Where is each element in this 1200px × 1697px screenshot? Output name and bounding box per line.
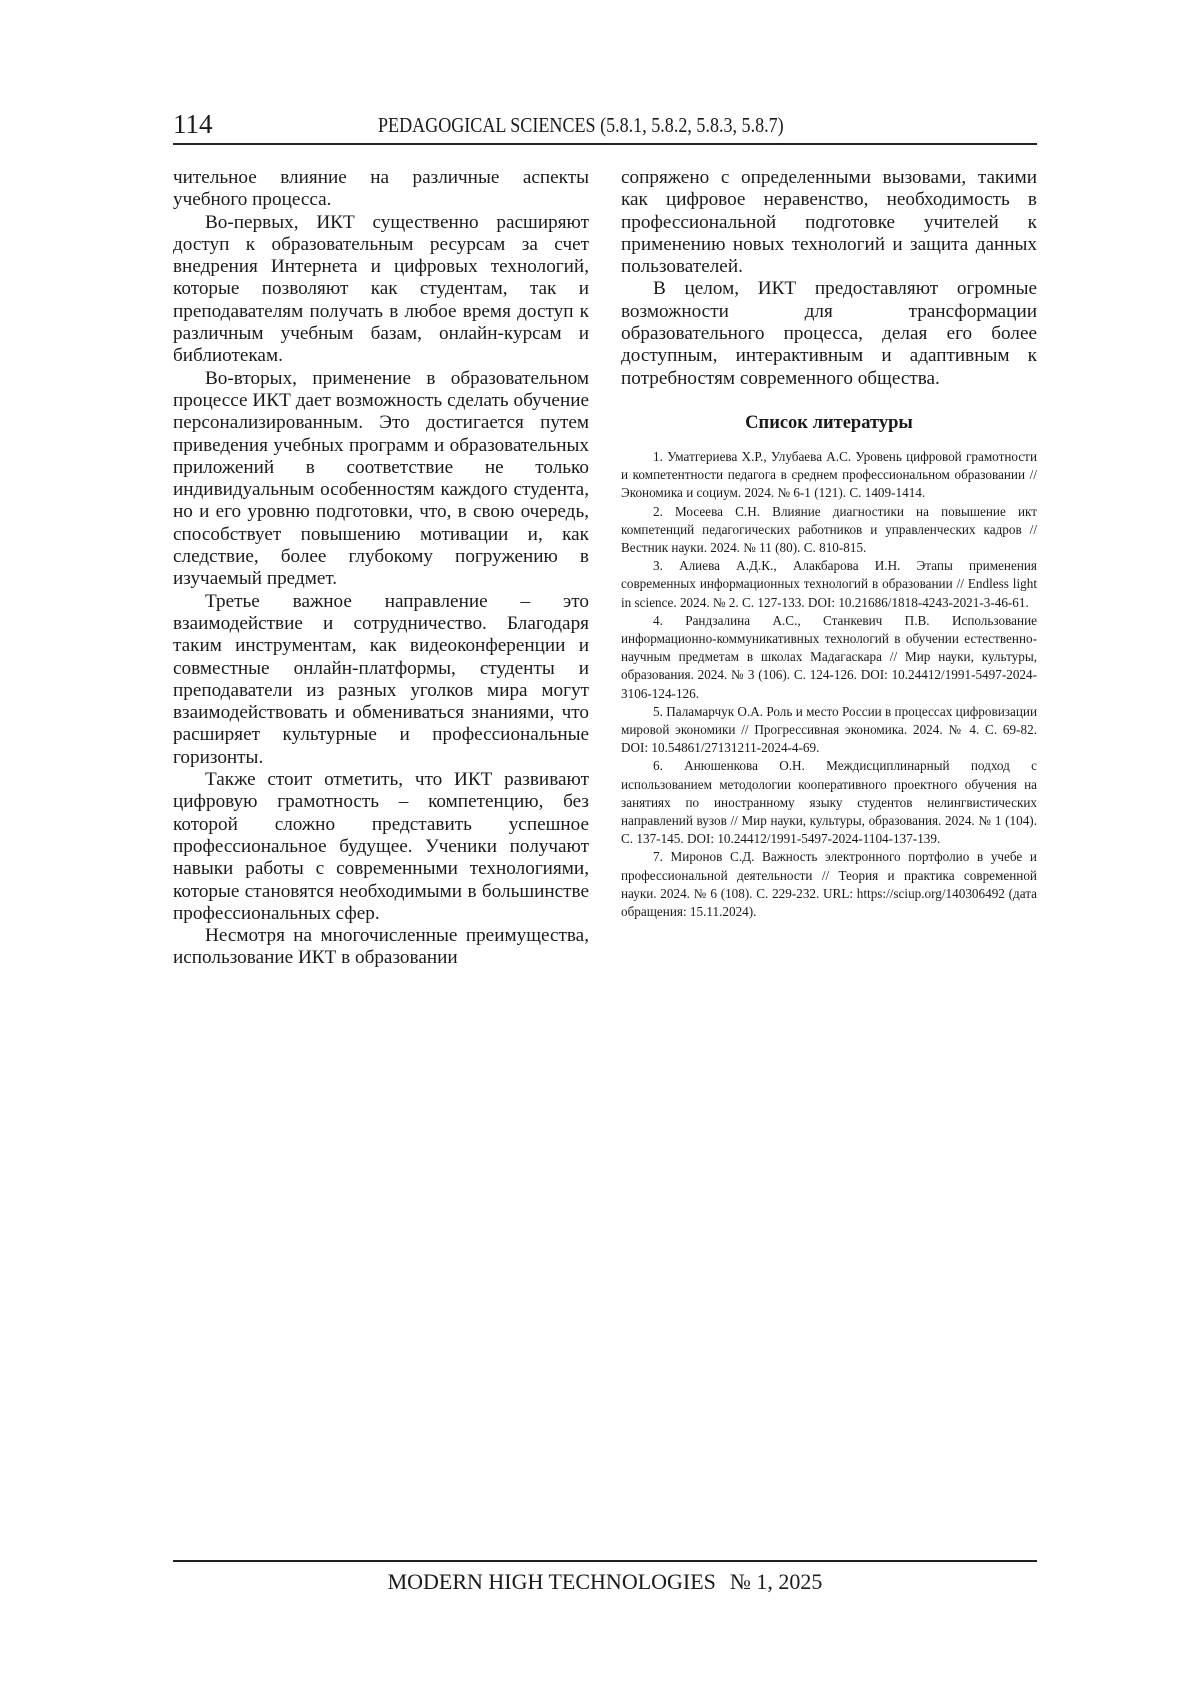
references-heading: Список литературы (745, 412, 913, 433)
reference-item: 5. Паламарчук О.А. Роль и место России в процессах цифровизации мировой экономики // Прогрессивная экономика. 2024. № 4. С. 69-82. DOI: 10.54861/27131211-2024-4-69. (621, 703, 1037, 756)
body-paragraph: Во-первых, ИКТ существенно расширяют доступ к образовательным ресурсам за счет внедрения Интернета и цифровых технологий, которые позволяют как студентам, так и преподавателям получать в любое время доступ к различным учебным базам, онлайн-курсам и библиотекам. (173, 211, 589, 367)
body-paragraph: Также стоит отметить, что ИКТ развивают цифровую грамотность – компетенцию, без которой сложно представить успешное профессиональное будущее. Ученики получают навыки работы с современными технологиями, которые становятся необходимыми в большинстве профессиональных сфер. (173, 769, 589, 924)
reference-item: 4. Рандзалина А.С., Станкевич П.В. Использование информационно-коммуникативных технологий в обучении естественно-научным предметам в школах Мадагаскара // Мир науки, культуры, образования. 2024. № 3 (106). С. 124-126. DOI: 10.24412/1991-5497-2024-3106-124-126. (621, 612, 1037, 701)
journal-section-title: PEDAGOGICAL SCIENCES (5.8.1, 5.8.2, 5.8.3, 5.8.7) (378, 113, 784, 137)
body-paragraph: В целом, ИКТ предоставляют огромные возможности для трансформации образовательного процесса, делая его более доступным, интерактивным и адаптивным к потребностям современного общества. (621, 278, 1037, 389)
reference-item: 6. Анюшенкова О.Н. Междисциплинарный подход с использованием методологии кооперативного проектного обучения на занятиях по иностранному языку студентов нелингвистических направлений вузов // Мир науки, культуры, образования. 2024. № 1 (104). С. 137-145. DOI: 10.24412/1991-5497-2024-1104-137-139. (621, 758, 1037, 847)
body-paragraph: чительное влияние на различные аспекты учебного процесса. (173, 167, 589, 211)
page-header (173, 106, 1037, 144)
footer-journal-name: MODERN HIGH TECHNOLOGIES (387, 1569, 716, 1594)
reference-item: 2. Мосеева С.Н. Влияние диагностики на повышение икт компетенций педагогических работников и управленческих кадров // Вестник науки. 2024. № 11 (80). С. 810-815. (621, 503, 1037, 555)
left-column (173, 167, 589, 970)
page-footer (173, 1567, 1037, 1597)
body-paragraph: Во-вторых, применение в образовательном процессе ИКТ дает возможность сделать обучение персонализированным. Это достигается путем приведения учебных программ и образовательных приложений в соответствие не только индивидуальным особенностям каждого студента, но и его уровню подготовки, что, в свою очередь, способствует повышению мотивации и, как следствие, более глубокому погружению в изучаемый предмет. (173, 367, 589, 590)
footer-issue: № 1, 2025 (729, 1569, 823, 1594)
right-column (621, 167, 1037, 921)
body-paragraph: сопряжено с определенными вызовами, такими как цифровое неравенство, необходимость в профессиональной подготовке учителей к применению новых технологий и защита данных пользователей. (621, 167, 1037, 278)
body-paragraph: Несмотря на многочисленные преимущества, использование ИКТ в образовании (173, 925, 589, 969)
body-paragraph: Третье важное направление – это взаимодействие и сотрудничество. Благодаря таким инструментам, как видеоконференции и совместные онлайн-платформы, студенты и преподаватели из разных уголков мира могут взаимодействовать и обмениваться знаниями, что расширяет культурные и профессиональные горизонты. (173, 590, 589, 768)
references-list (621, 448, 1037, 921)
header-divider (173, 143, 1037, 145)
reference-item: 3. Алиева А.Д.К., Алакбарова И.Н. Этапы применения современных информационных технологий в образовании // Endless light in science. 2024. № 2. С. 127-133. DOI: 10.21686/1818-4243-2021-3-46-61. (621, 558, 1037, 610)
reference-item: 7. Миронов С.Д. Важность электронного портфолио в учебе и профессиональной деятельности // Теория и практика современной науки. 2024. № 6 (108). С. 229-232. URL: https://sciup.org/140306492 (дата обращения: 15.11.2024). (621, 849, 1037, 920)
footer-divider (173, 1560, 1037, 1562)
page-number: 114 (173, 109, 213, 139)
reference-item: 1. Уматгериева Х.Р., Улубаева А.С. Уровень цифровой грамотности и компетентности педагога в среднем профессиональном образовании // Экономика и социум. 2024. № 6-1 (121). С. 1409-1414. (621, 448, 1037, 501)
